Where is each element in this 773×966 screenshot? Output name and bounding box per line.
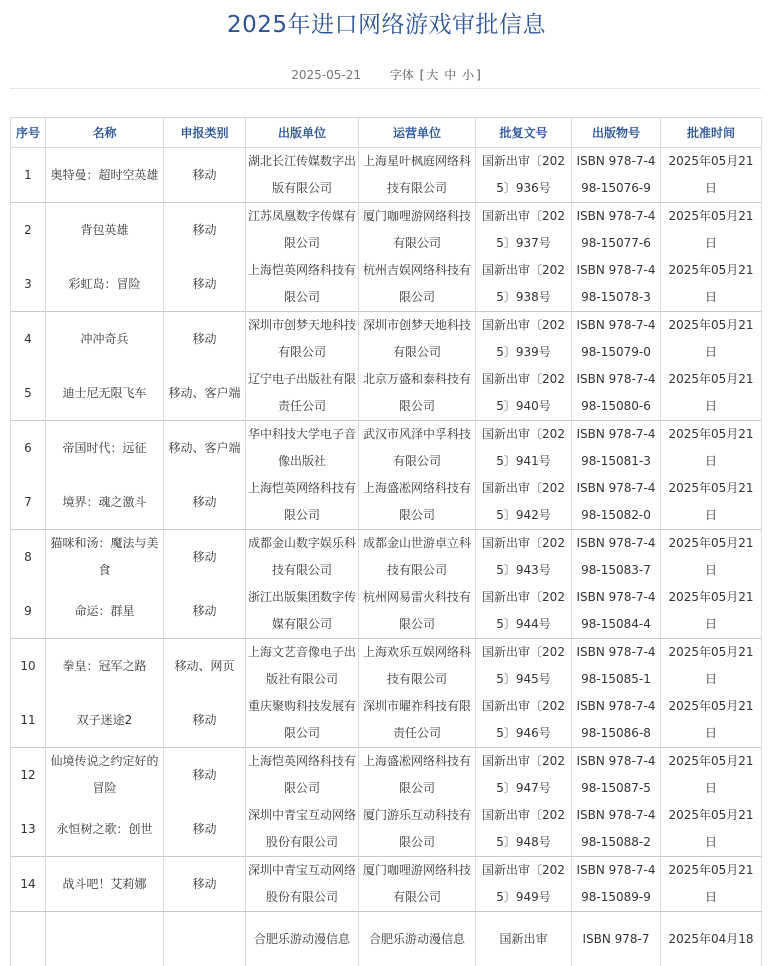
approval-number: 国新出审〔2025〕943号 xyxy=(476,530,572,585)
isbn: ISBN 978-7-498-15082-0 xyxy=(572,475,661,530)
table-row xyxy=(11,366,762,421)
bracket-open: [ xyxy=(420,68,425,82)
category: 移动、客户端 xyxy=(164,421,246,476)
column-header: 运营单位 xyxy=(359,118,476,148)
row-number: 3 xyxy=(11,257,46,312)
game-name: 猫咪和汤：魔法与美食 xyxy=(46,530,164,585)
operator: 深圳市创梦天地科技有限公司 xyxy=(359,312,476,367)
game-name: 命运：群星 xyxy=(46,584,164,639)
approval-date: 2025年05月21日 xyxy=(661,475,762,530)
category: 移动 xyxy=(164,857,246,912)
operator: 成都金山世游卓立科技有限公司 xyxy=(359,530,476,585)
operator: 杭州网易雷火科技有限公司 xyxy=(359,584,476,639)
column-header: 序号 xyxy=(11,118,46,148)
operator: 厦门咖哩游网络科技有限公司 xyxy=(359,857,476,912)
table-row xyxy=(11,203,762,258)
category: 移动 xyxy=(164,475,246,530)
row-number: 1 xyxy=(11,148,46,203)
row-number: 6 xyxy=(11,421,46,476)
operator: 合肥乐游动漫信息 xyxy=(359,912,476,966)
table-row xyxy=(11,912,762,966)
table-row xyxy=(11,312,762,367)
publisher: 江苏凤凰数字传媒有限公司 xyxy=(246,203,359,258)
approval-date: 2025年05月21日 xyxy=(661,693,762,748)
isbn: ISBN 978-7-498-15077-6 xyxy=(572,203,661,258)
approval-number: 国新出审〔2025〕937号 xyxy=(476,203,572,258)
publisher: 浙江出版集团数字传媒有限公司 xyxy=(246,584,359,639)
operator: 北京万盛和泰科技有限公司 xyxy=(359,366,476,421)
operator: 武汉市风泽中孚科技有限公司 xyxy=(359,421,476,476)
row-number: 9 xyxy=(11,584,46,639)
row-number: 4 xyxy=(11,312,46,367)
row-number: 13 xyxy=(11,802,46,857)
game-name: 双子迷途2 xyxy=(46,693,164,748)
game-name: 仙境传说之约定好的冒险 xyxy=(46,748,164,803)
category: 移动 xyxy=(164,530,246,585)
table-row xyxy=(11,257,762,312)
row-number: 11 xyxy=(11,693,46,748)
approval-date: 2025年05月21日 xyxy=(661,530,762,585)
publisher: 华中科技大学电子音像出版社 xyxy=(246,421,359,476)
category: 移动、客户端 xyxy=(164,366,246,421)
operator: 上海星叶枫庭网络科技有限公司 xyxy=(359,148,476,203)
table-row xyxy=(11,802,762,857)
approval-number: 国新出审〔2025〕948号 xyxy=(476,802,572,857)
game-name: 永恒树之歌：创世 xyxy=(46,802,164,857)
isbn: ISBN 978-7-498-15079-0 xyxy=(572,312,661,367)
isbn: ISBN 978-7-498-15078-3 xyxy=(572,257,661,312)
approval-date: 2025年05月21日 xyxy=(661,148,762,203)
table-row xyxy=(11,693,762,748)
table-row xyxy=(11,148,762,203)
publisher: 重庆聚购科技发展有限公司 xyxy=(246,693,359,748)
publisher: 合肥乐游动漫信息 xyxy=(246,912,359,966)
bracket-close: ] xyxy=(476,68,481,82)
column-header: 批准时间 xyxy=(661,118,762,148)
row-number: 7 xyxy=(11,475,46,530)
game-name: 奥特曼：超时空英雄 xyxy=(46,148,164,203)
row-number xyxy=(11,912,46,966)
column-header: 批复文号 xyxy=(476,118,572,148)
operator: 厦门游乐互动科技有限公司 xyxy=(359,802,476,857)
table-row xyxy=(11,475,762,530)
approval-number: 国新出审〔2025〕942号 xyxy=(476,475,572,530)
operator: 深圳市曜祚科技有限责任公司 xyxy=(359,693,476,748)
font-size-label: 字体 xyxy=(390,68,414,82)
font-size-small-link[interactable]: 小 xyxy=(462,68,474,82)
row-number: 10 xyxy=(11,639,46,694)
approval-date: 2025年05月21日 xyxy=(661,421,762,476)
isbn: ISBN 978-7 xyxy=(572,912,661,966)
approval-date: 2025年04月18 xyxy=(661,912,762,966)
game-name: 境界：魂之激斗 xyxy=(46,475,164,530)
approval-date: 2025年05月21日 xyxy=(661,748,762,803)
approval-number: 国新出审〔2025〕944号 xyxy=(476,584,572,639)
publisher: 辽宁电子出版社有限责任公司 xyxy=(246,366,359,421)
publisher: 上海文艺音像电子出版社有限公司 xyxy=(246,639,359,694)
isbn: ISBN 978-7-498-15076-9 xyxy=(572,148,661,203)
font-size-large-link[interactable]: 大 xyxy=(426,68,438,82)
table-row xyxy=(11,584,762,639)
isbn: ISBN 978-7-498-15088-2 xyxy=(572,802,661,857)
approval-number: 国新出审〔2025〕938号 xyxy=(476,257,572,312)
game-name: 冲冲奇兵 xyxy=(46,312,164,367)
row-number: 5 xyxy=(11,366,46,421)
column-header: 出版单位 xyxy=(246,118,359,148)
game-name: 帝国时代：远征 xyxy=(46,421,164,476)
isbn: ISBN 978-7-498-15081-3 xyxy=(572,421,661,476)
game-name xyxy=(46,912,164,966)
row-number: 2 xyxy=(11,203,46,258)
approval-number: 国新出审〔2025〕947号 xyxy=(476,748,572,803)
game-name: 战斗吧！艾莉娜 xyxy=(46,857,164,912)
isbn: ISBN 978-7-498-15085-1 xyxy=(572,639,661,694)
approval-table xyxy=(10,117,762,966)
table-header-row xyxy=(11,118,762,148)
operator: 上海欢乐互娱网络科技有限公司 xyxy=(359,639,476,694)
table-row xyxy=(11,857,762,912)
approval-date: 2025年05月21日 xyxy=(661,584,762,639)
publish-date: 2025-05-21 xyxy=(291,68,361,82)
operator: 上海盛凇网络科技有限公司 xyxy=(359,475,476,530)
approval-date: 2025年05月21日 xyxy=(661,366,762,421)
approval-date: 2025年05月21日 xyxy=(661,802,762,857)
approval-date: 2025年05月21日 xyxy=(661,857,762,912)
category: 移动 xyxy=(164,203,246,258)
approval-date: 2025年05月21日 xyxy=(661,312,762,367)
column-header: 名称 xyxy=(46,118,164,148)
approval-number: 国新出审 xyxy=(476,912,572,966)
table-row xyxy=(11,639,762,694)
publisher: 深圳中青宝互动网络股份有限公司 xyxy=(246,857,359,912)
divider xyxy=(10,88,761,89)
approval-number: 国新出审〔2025〕940号 xyxy=(476,366,572,421)
game-name: 拳皇：冠军之路 xyxy=(46,639,164,694)
operator: 上海盛凇网络科技有限公司 xyxy=(359,748,476,803)
column-header: 出版物号 xyxy=(572,118,661,148)
operator: 厦门咖哩游网络科技有限公司 xyxy=(359,203,476,258)
isbn: ISBN 978-7-498-15087-5 xyxy=(572,748,661,803)
publisher: 上海恺英网络科技有限公司 xyxy=(246,748,359,803)
publisher: 深圳市创梦天地科技有限公司 xyxy=(246,312,359,367)
font-size-switcher xyxy=(389,68,482,82)
publisher: 成都金山数字娱乐科技有限公司 xyxy=(246,530,359,585)
category: 移动 xyxy=(164,693,246,748)
publisher: 上海恺英网络科技有限公司 xyxy=(246,475,359,530)
row-number: 8 xyxy=(11,530,46,585)
category: 移动 xyxy=(164,148,246,203)
approval-date: 2025年05月21日 xyxy=(661,257,762,312)
column-header: 申报类别 xyxy=(164,118,246,148)
table-row xyxy=(11,530,762,585)
approval-date: 2025年05月21日 xyxy=(661,639,762,694)
isbn: ISBN 978-7-498-15080-6 xyxy=(572,366,661,421)
category: 移动 xyxy=(164,584,246,639)
approval-number: 国新出审〔2025〕939号 xyxy=(476,312,572,367)
approval-number: 国新出审〔2025〕946号 xyxy=(476,693,572,748)
font-size-medium-link[interactable]: 中 xyxy=(444,68,456,82)
approval-number: 国新出审〔2025〕949号 xyxy=(476,857,572,912)
table-row xyxy=(11,748,762,803)
category: 移动 xyxy=(164,312,246,367)
table-row xyxy=(11,421,762,476)
game-name: 背包英雄 xyxy=(46,203,164,258)
game-name: 彩虹岛：冒险 xyxy=(46,257,164,312)
isbn: ISBN 978-7-498-15084-4 xyxy=(572,584,661,639)
operator: 杭州吉娱网络科技有限公司 xyxy=(359,257,476,312)
game-name: 迪士尼无限飞车 xyxy=(46,366,164,421)
row-number: 12 xyxy=(11,748,46,803)
approval-date: 2025年05月21日 xyxy=(661,203,762,258)
category xyxy=(164,912,246,966)
category: 移动 xyxy=(164,802,246,857)
publisher: 深圳中青宝互动网络股份有限公司 xyxy=(246,802,359,857)
category: 移动 xyxy=(164,257,246,312)
publisher: 上海恺英网络科技有限公司 xyxy=(246,257,359,312)
approval-number: 国新出审〔2025〕941号 xyxy=(476,421,572,476)
isbn: ISBN 978-7-498-15089-9 xyxy=(572,857,661,912)
row-number: 14 xyxy=(11,857,46,912)
isbn: ISBN 978-7-498-15083-7 xyxy=(572,530,661,585)
table-body xyxy=(11,148,762,966)
page-title: 2025年进口网络游戏审批信息 xyxy=(0,6,773,39)
article-meta xyxy=(0,66,773,83)
category: 移动 xyxy=(164,748,246,803)
category: 移动、网页 xyxy=(164,639,246,694)
approval-number: 国新出审〔2025〕945号 xyxy=(476,639,572,694)
publisher: 湖北长江传媒数字出版有限公司 xyxy=(246,148,359,203)
isbn: ISBN 978-7-498-15086-8 xyxy=(572,693,661,748)
approval-number: 国新出审〔2025〕936号 xyxy=(476,148,572,203)
